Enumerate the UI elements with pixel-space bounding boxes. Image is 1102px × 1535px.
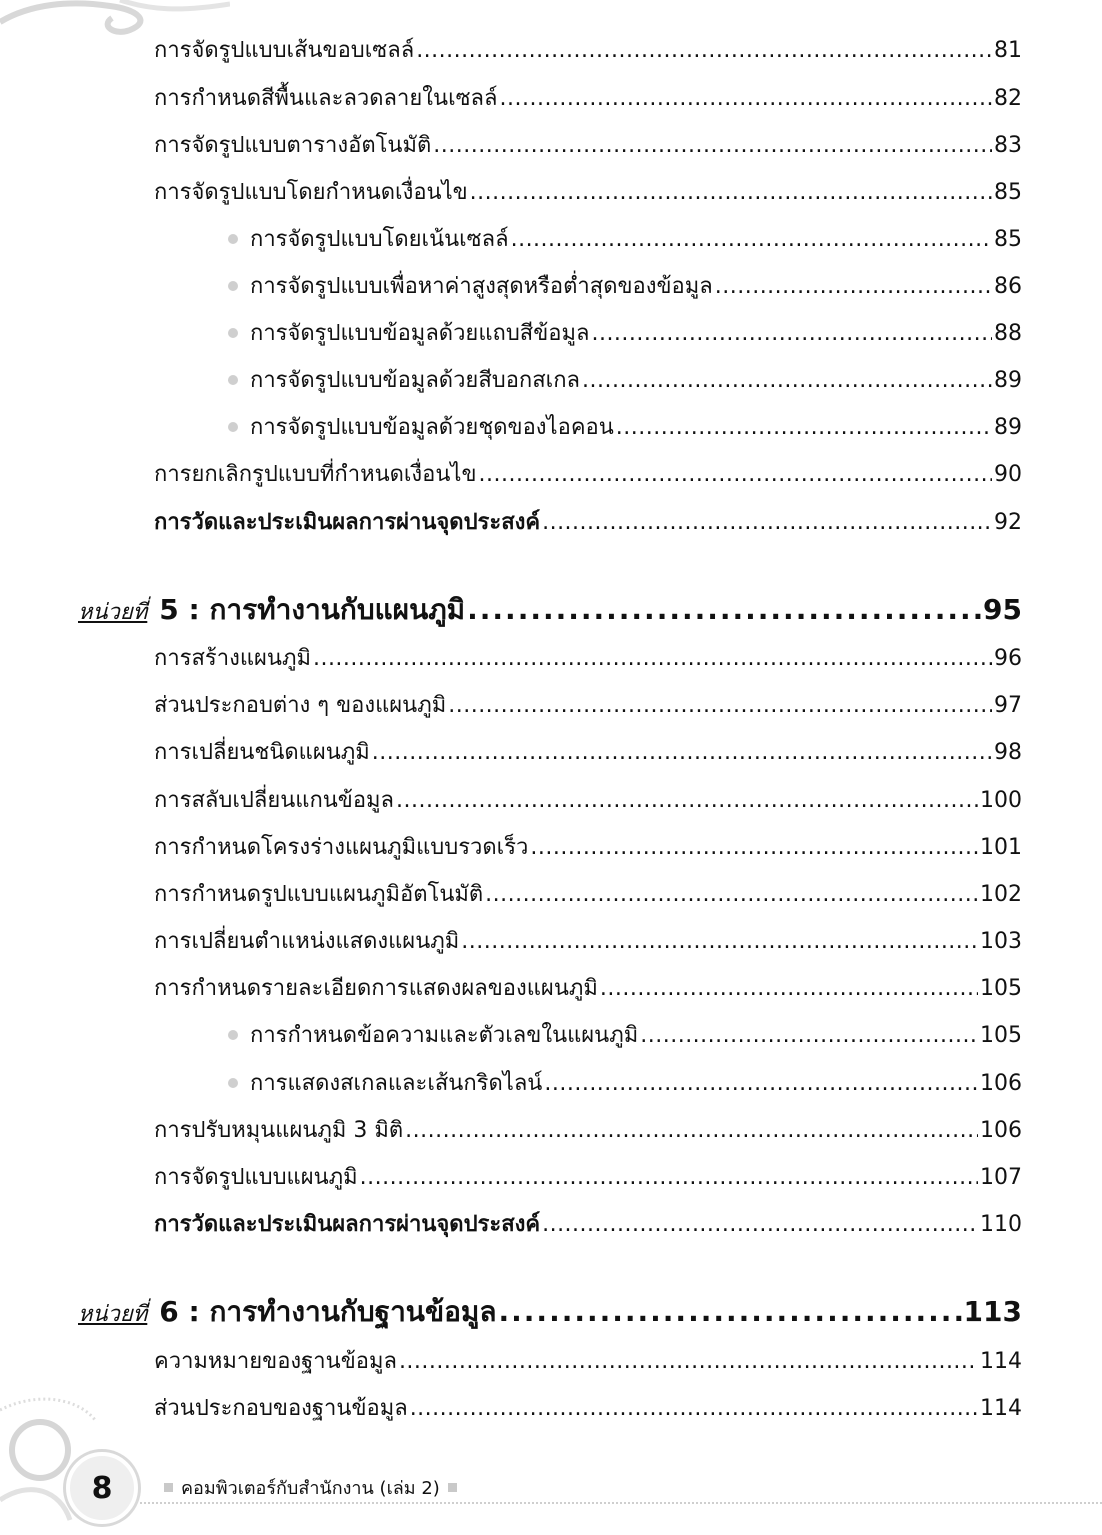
dot-leader [416, 36, 992, 66]
toc-entry-page: 114 [980, 1349, 1022, 1374]
toc-entry [154, 1347, 1022, 1377]
toc-entry-page: 83 [994, 133, 1022, 158]
dot-leader [530, 833, 978, 863]
unit-label: หน่วยที่ [78, 600, 148, 625]
toc-entry-title: การจัดรูปแบบโดยเน้นเซลล์ [250, 227, 509, 252]
unit-heading [78, 1294, 1022, 1333]
dot-leader [640, 1021, 978, 1051]
dot-leader [448, 691, 992, 721]
toc-entry-page: 105 [980, 1023, 1022, 1048]
toc-entry-page: 107 [980, 1165, 1022, 1190]
toc-entry-title: การจัดรูปแบบเพื่อหาค่าสูงสุดหรือต่ำสุดของข้อมูล [250, 274, 713, 299]
toc-entry-title: การกำหนดข้อความและตัวเลขในแผนภูมิ [250, 1023, 639, 1048]
bullet-icon [228, 281, 238, 291]
unit-heading [78, 592, 1022, 631]
dot-leader [372, 738, 992, 768]
toc-entry [154, 927, 1022, 957]
toc-entry-title: การกำหนดสีพื้นและลวดลายในเซลล์ [154, 86, 498, 111]
toc-entry-page: 81 [994, 38, 1022, 63]
toc-entry [154, 974, 1022, 1004]
toc-entry-title: การเปลี่ยนชนิดแผนภูมิ [154, 740, 370, 765]
dot-leader [360, 1163, 978, 1193]
dot-leader [467, 592, 981, 628]
toc-entry-page: 85 [994, 227, 1022, 252]
toc-entry-page: 101 [980, 835, 1022, 860]
toc-entry [154, 178, 1022, 208]
bullet-icon [228, 234, 238, 244]
toc-entry-page: 98 [994, 740, 1022, 765]
page-number-badge [66, 1452, 138, 1524]
toc-entry-title: การกำหนดโครงร่างแผนภูมิแบบรวดเร็ว [154, 835, 529, 860]
dot-leader [399, 1347, 978, 1377]
toc-entry-assessment [154, 1210, 1022, 1240]
dot-leader [542, 1210, 978, 1240]
square-bullet-icon [164, 1483, 173, 1492]
bullet-icon [228, 328, 238, 338]
toc-entry-title: การยกเลิกรูปแบบที่กำหนดเงื่อนไข [154, 462, 477, 487]
toc-entry-title: ความหมายของฐานข้อมูล [154, 1349, 397, 1374]
toc-entry-title: การกำหนดรายละเอียดการแสดงผลของแผนภูมิ [154, 976, 598, 1001]
dot-leader [410, 1394, 978, 1424]
toc-entry-assessment [154, 508, 1022, 538]
toc-entry-title: ส่วนประกอบต่าง ๆ ของแผนภูมิ [154, 693, 447, 718]
unit-title: 5 : การทำงานกับแผนภูมิ [159, 593, 466, 626]
dot-leader [544, 1069, 978, 1099]
footer-dotted-rule [140, 1502, 1102, 1504]
toc-entry-page: 102 [980, 882, 1022, 907]
toc-subentry [228, 225, 1022, 255]
unit-title: 6 : การทำงานกับฐานข้อมูล [159, 1295, 497, 1328]
toc-entry-title: การจัดรูปแบบข้อมูลด้วยชุดของไอคอน [250, 415, 614, 440]
toc-entry-page: 85 [994, 180, 1022, 205]
dot-leader [542, 508, 992, 538]
dot-leader [591, 319, 992, 349]
toc-entry [154, 691, 1022, 721]
unit-page: 113 [963, 1295, 1022, 1328]
dot-leader [396, 786, 978, 816]
toc-entry-title: การเปลี่ยนตำแหน่งแสดงแผนภูมิ [154, 929, 460, 954]
toc-entry [154, 644, 1022, 674]
toc-entry [154, 1116, 1022, 1146]
unit-label: หน่วยที่ [78, 1302, 148, 1327]
bullet-icon [228, 375, 238, 385]
toc-subentry [228, 272, 1022, 302]
toc-entry-title: ส่วนประกอบของฐานข้อมูล [154, 1396, 408, 1421]
toc-entry-title: การจัดรูปแบบข้อมูลด้วยสีบอกสเกล [250, 368, 580, 393]
dot-leader [470, 178, 992, 208]
toc-entry-title: การจัดรูปแบบแผนภูมิ [154, 1165, 358, 1190]
toc-entry-title: การจัดรูปแบบตารางอัตโนมัติ [154, 133, 432, 158]
dot-leader [479, 460, 992, 490]
toc-entry-title: การสลับเปลี่ยนแกนข้อมูล [154, 788, 395, 813]
toc-entry-title: การจัดรูปแบบข้อมูลด้วยแถบสีข้อมูล [250, 321, 590, 346]
unit-page: 95 [983, 593, 1022, 626]
toc-entry-page: 114 [980, 1396, 1022, 1421]
page-number: 8 [91, 1470, 113, 1506]
dot-leader [485, 880, 978, 910]
toc-entry-title: การจัดรูปแบบโดยกำหนดเงื่อนไข [154, 180, 468, 205]
dot-leader [313, 644, 992, 674]
toc-entry-title: การวัดและประเมินผลการผ่านจุดประสงค์ [154, 510, 541, 535]
toc-subentry [228, 1021, 1022, 1051]
dot-leader [582, 366, 992, 396]
toc-entry-page: 110 [980, 1212, 1022, 1237]
book-title: คอมพิวเตอร์กับสำนักงาน (เล่ม 2) [181, 1478, 440, 1499]
toc-entry-page: 89 [994, 368, 1022, 393]
toc-subentry [228, 1069, 1022, 1099]
dot-leader [499, 84, 992, 114]
toc-entry [154, 833, 1022, 863]
toc-entry [154, 131, 1022, 161]
toc-entry-page: 92 [994, 510, 1022, 535]
toc-entry [154, 36, 1022, 66]
toc-entry-title: การปรับหมุนแผนภูมิ 3 มิติ [154, 1118, 404, 1143]
running-footer [156, 1473, 465, 1502]
toc-entry-title: การแสดงสเกลและเส้นกริดไลน์ [250, 1071, 543, 1096]
toc-entry-page: 88 [994, 321, 1022, 346]
toc-entry-page: 105 [980, 976, 1022, 1001]
dot-leader [600, 974, 978, 1004]
toc-entry-title: การกำหนดรูปแบบแผนภูมิอัตโนมัติ [154, 882, 484, 907]
toc-entry [154, 786, 1022, 816]
dot-leader [405, 1116, 978, 1146]
dot-leader [433, 131, 992, 161]
toc-entry [154, 880, 1022, 910]
toc-entry-title: การวัดและประเมินผลการผ่านจุดประสงค์ [154, 1212, 541, 1237]
toc-entry [154, 738, 1022, 768]
bullet-icon [228, 1078, 238, 1088]
toc-entry [154, 1163, 1022, 1193]
toc-subentry [228, 413, 1022, 443]
toc-entry-page: 97 [994, 693, 1022, 718]
dot-leader [499, 1294, 962, 1330]
toc-entry [154, 460, 1022, 490]
toc-entry-page: 103 [980, 929, 1022, 954]
toc-entry-page: 96 [994, 646, 1022, 671]
bullet-icon [228, 1030, 238, 1040]
toc-entry [154, 1394, 1022, 1424]
toc-entry-page: 100 [980, 788, 1022, 813]
toc-entry-page: 90 [994, 462, 1022, 487]
toc-entry-page: 82 [994, 86, 1022, 111]
toc-entry-page: 106 [980, 1071, 1022, 1096]
bullet-icon [228, 422, 238, 432]
square-bullet-icon [448, 1483, 457, 1492]
dot-leader [715, 272, 992, 302]
corner-swirl-decoration [0, 0, 230, 40]
toc-entry-title: การจัดรูปแบบเส้นขอบเซลล์ [154, 38, 415, 63]
toc-entry [154, 84, 1022, 114]
dot-leader [461, 927, 978, 957]
dot-leader [616, 413, 992, 443]
toc-entry-page: 106 [980, 1118, 1022, 1143]
toc-entry-page: 86 [994, 274, 1022, 299]
toc-subentry [228, 366, 1022, 396]
dot-leader [511, 225, 992, 255]
toc-entry-page: 89 [994, 415, 1022, 440]
toc-entry-title: การสร้างแผนภูมิ [154, 646, 311, 671]
toc-subentry [228, 319, 1022, 349]
